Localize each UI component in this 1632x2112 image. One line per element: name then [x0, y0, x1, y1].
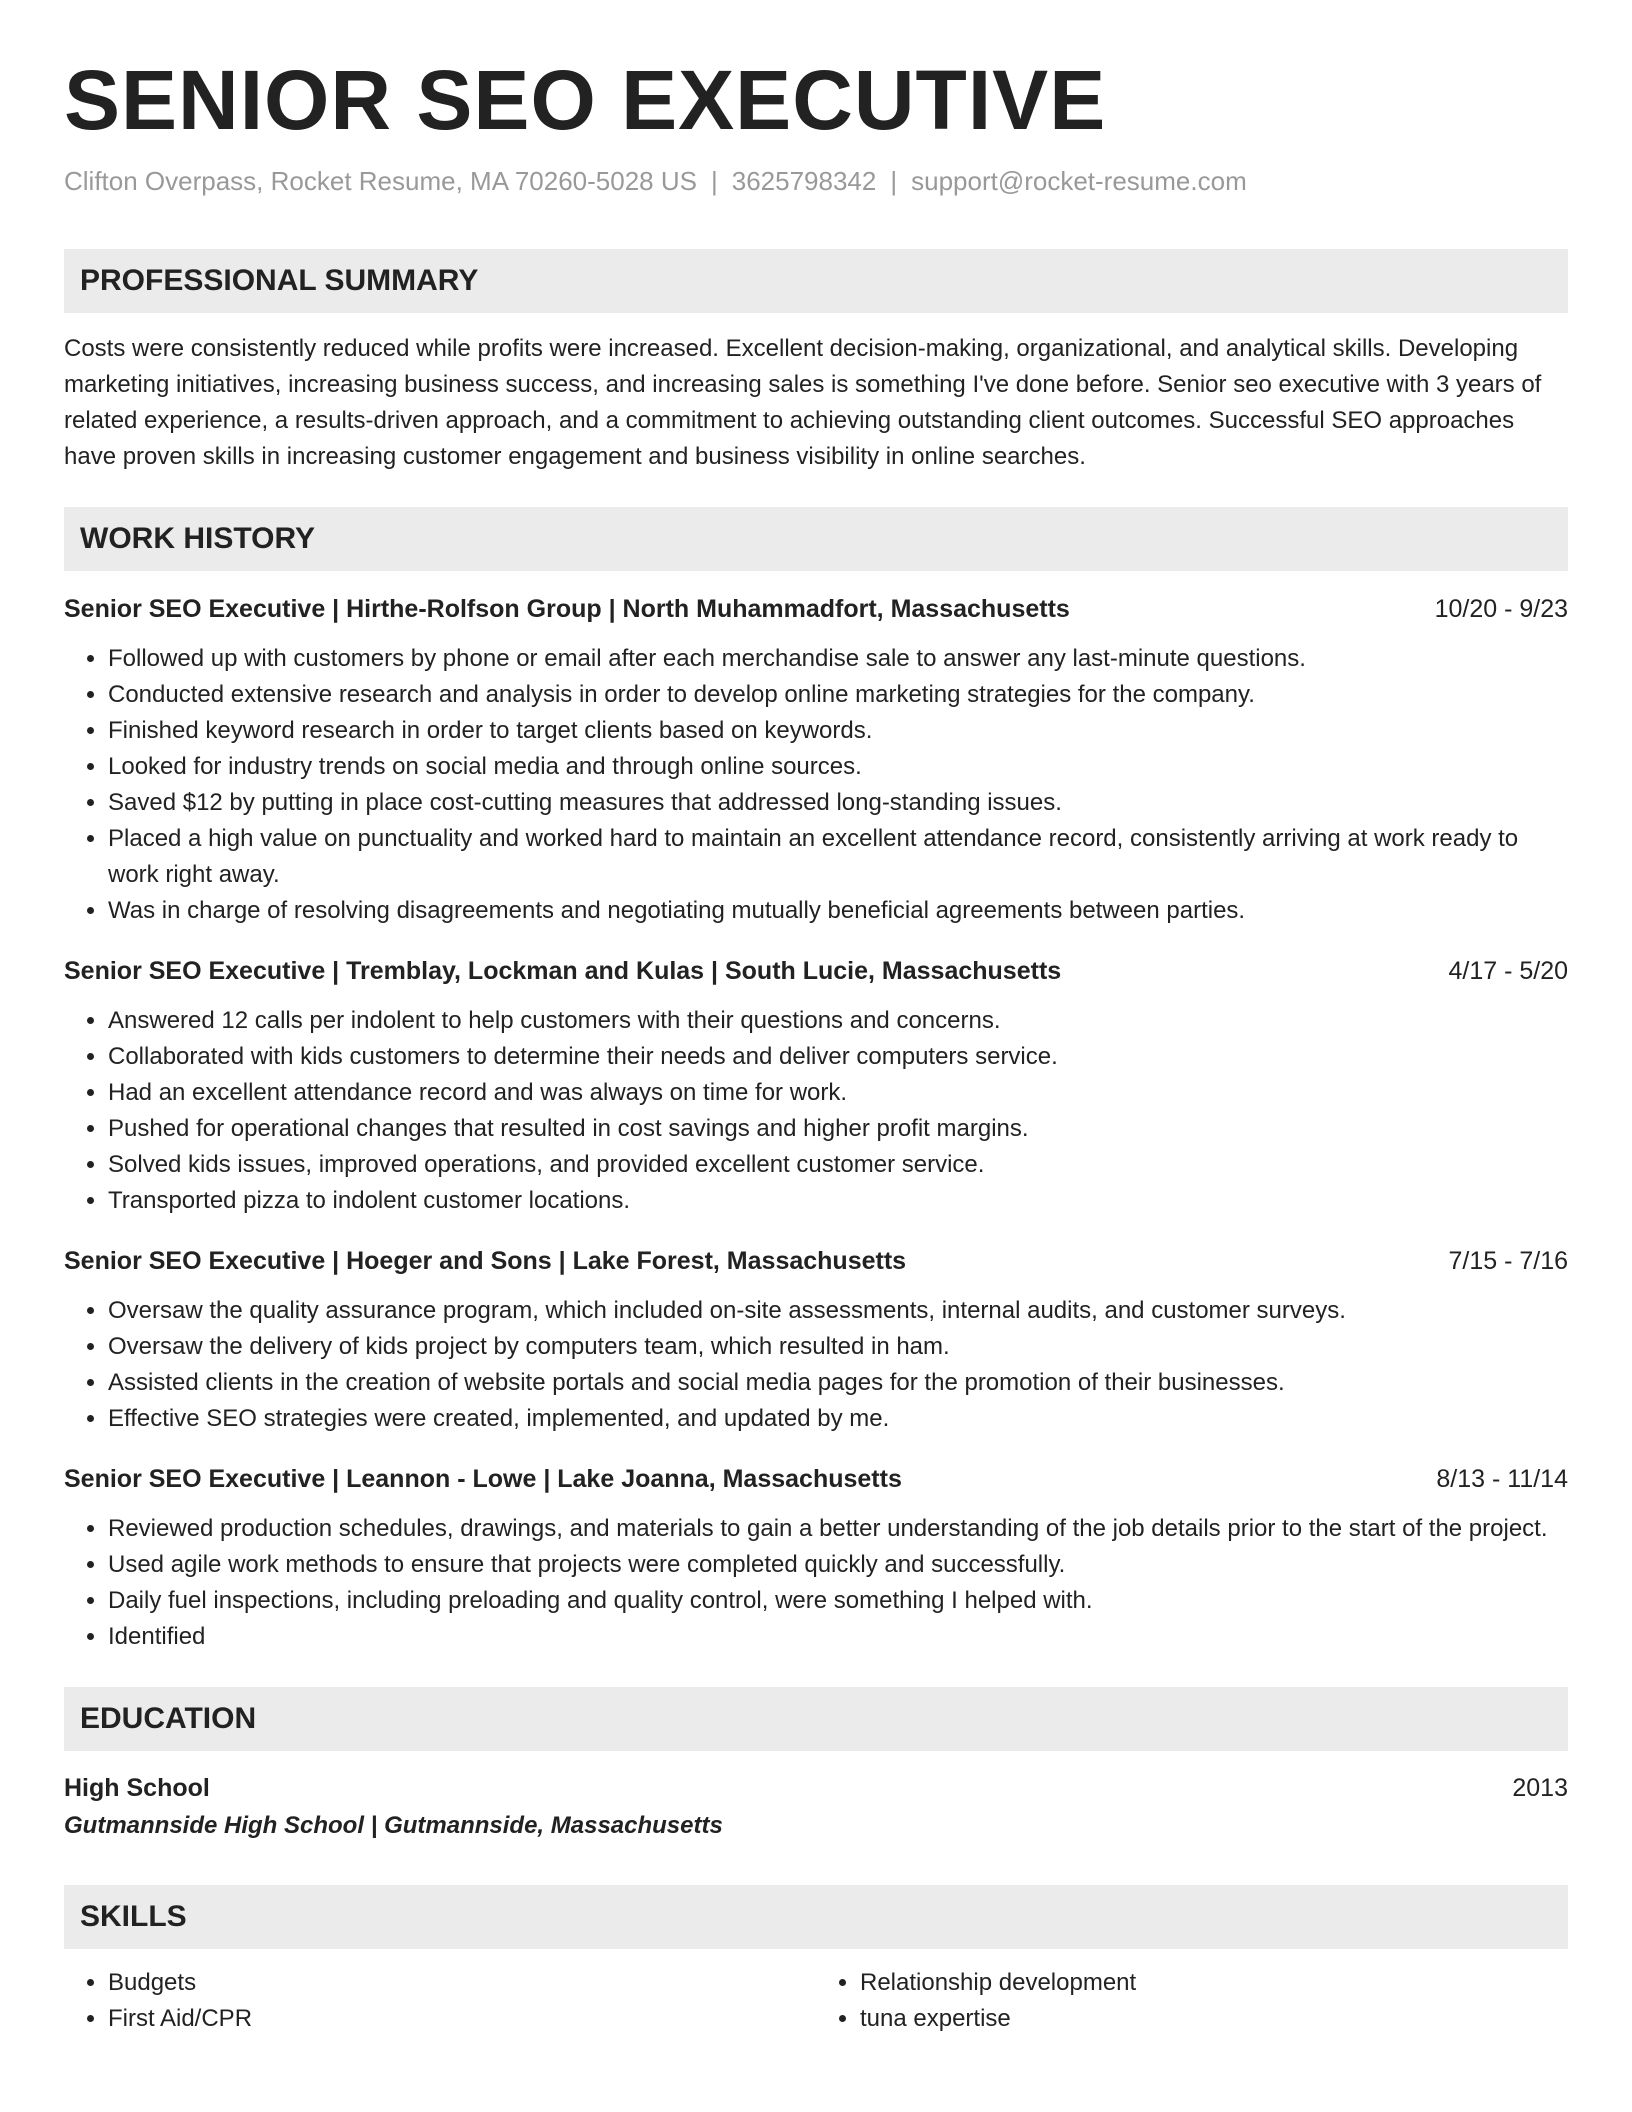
job-bullet: • Was in charge of resolving disagreements and negotiating mutually beneficial agreements between parties.: [108, 893, 1568, 929]
job-bullet: • Collaborated with kids customers to determine their needs and deliver computers service.: [108, 1039, 1568, 1075]
contact-phone: 3625798342: [731, 165, 877, 196]
job-bullet: • Oversaw the delivery of kids project by computers team, which resulted in ham.: [108, 1329, 1568, 1365]
summary-text: Costs were consistently reduced while profits were increased. Excellent decision-making, organizational, and analytical skills. Developing marketing initiatives, increasing business success, and increasing sales is something I've done before. Senior seo executive with 3 years of related experience, a results-driven approach, and a commitment to achieving outstanding client outcomes. Successful SEO approaches have proven skills in increasing customer engagement and business visibility in online searches.: [64, 334, 1542, 470]
contact-email: support@rocket-resume.com: [911, 165, 1247, 196]
contact-separator: |: [890, 165, 898, 196]
job-entry: [64, 591, 1568, 929]
job-bullet: • Looked for industry trends on social media and through online sources.: [108, 749, 1568, 785]
education-year: 2013: [1512, 1773, 1568, 1802]
job-bullet: • Used agile work methods to ensure that projects were completed quickly and successfully.: [108, 1547, 1568, 1583]
job-bullet: • Solved kids issues, improved operations, and provided excellent customer service.: [108, 1147, 1568, 1183]
job-bullet: • Daily fuel inspections, including preloading and quality control, were something I helped with.: [108, 1583, 1568, 1619]
skill-item: • tuna expertise: [860, 2001, 1568, 2037]
job-dates: 7/15 - 7/16: [1448, 1246, 1568, 1275]
education-degree: High School: [64, 1773, 210, 1802]
job-bullets: [64, 1511, 1568, 1655]
job-bullet: • Pushed for operational changes that resulted in cost savings and higher profit margins.: [108, 1111, 1568, 1147]
skills-column-right: [816, 1965, 1568, 2037]
skills-list: [64, 1965, 1568, 2037]
skill-item: • Budgets: [108, 1965, 816, 2001]
job-bullet: • Effective SEO strategies were created, implemented, and updated by me.: [108, 1401, 1568, 1437]
job-bullet: • Saved $12 by putting in place cost-cutting measures that addressed long-standing issues.: [108, 785, 1568, 821]
skill-item: • First Aid/CPR: [108, 2001, 816, 2037]
job-header: [64, 1243, 1568, 1279]
job-dates: 4/17 - 5/20: [1448, 956, 1568, 985]
job-entry: [64, 1461, 1568, 1655]
job-bullet: • Oversaw the quality assurance program, which included on-site assessments, internal audits, and customer surveys.: [108, 1293, 1568, 1329]
job-bullet: • Identified: [108, 1619, 1568, 1655]
job-entry: [64, 1243, 1568, 1437]
job-title: Senior SEO Executive | Tremblay, Lockman and Kulas | South Lucie, Massachusetts: [64, 956, 1062, 985]
job-dates: 8/13 - 11/14: [1436, 1464, 1568, 1493]
job-header: [64, 953, 1568, 989]
job-bullet: • Reviewed production schedules, drawings, and materials to gain a better understanding of the job details prior to the start of the project.: [108, 1511, 1568, 1547]
contact-separator: |: [710, 165, 718, 196]
section-header-skills: SKILLS: [64, 1885, 1568, 1949]
job-title: Senior SEO Executive | Leannon - Lowe | Lake Joanna, Massachusetts: [64, 1464, 902, 1493]
job-bullet: • Finished keyword research in order to target clients based on keywords.: [108, 713, 1568, 749]
job-bullet: • Followed up with customers by phone or email after each merchandise sale to answer any last-minute questions.: [108, 641, 1568, 677]
contact-address: Clifton Overpass, Rocket Resume, MA 70260-5028 US: [64, 165, 697, 196]
job-bullet: • Transported pizza to indolent customer locations.: [108, 1183, 1568, 1219]
job-header: [64, 591, 1568, 627]
job-bullet: • Conducted extensive research and analysis in order to develop online marketing strategies for the company.: [108, 677, 1568, 713]
job-bullet: • Had an excellent attendance record and was always on time for work.: [108, 1075, 1568, 1111]
job-header: [64, 1461, 1568, 1497]
contact-line: [64, 165, 1568, 199]
skills-column-left: [64, 1965, 816, 2037]
education-header: [64, 1769, 1568, 1807]
job-bullet: • Answered 12 calls per indolent to help customers with their questions and concerns.: [108, 1003, 1568, 1039]
job-bullet: • Placed a high value on punctuality and worked hard to maintain an excellent attendance record, consistently arriving at work ready to work right away.: [108, 821, 1568, 893]
job-dates: 10/20 - 9/23: [1434, 594, 1568, 623]
job-title: Senior SEO Executive | Hirthe-Rolfson Group | North Muhammadfort, Massachusetts: [64, 594, 1070, 623]
job-entry: [64, 953, 1568, 1219]
job-title: Senior SEO Executive | Hoeger and Sons | Lake Forest, Massachusetts: [64, 1246, 907, 1275]
job-bullets: [64, 641, 1568, 929]
skill-item: • Relationship development: [860, 1965, 1568, 2001]
section-header-summary: PROFESSIONAL SUMMARY: [64, 249, 1568, 313]
job-bullet: • Assisted clients in the creation of website portals and social media pages for the promotion of their businesses.: [108, 1365, 1568, 1401]
resume-name: SENIOR SEO EXECUTIVE: [64, 53, 1107, 147]
job-bullets: [64, 1003, 1568, 1219]
education-entry: [64, 1769, 1568, 1845]
job-bullets: [64, 1293, 1568, 1437]
section-header-education: EDUCATION: [64, 1687, 1568, 1751]
section-header-work-history: WORK HISTORY: [64, 507, 1568, 571]
education-school: Gutmannside High School | Gutmannside, Massachusetts: [64, 1811, 723, 1839]
